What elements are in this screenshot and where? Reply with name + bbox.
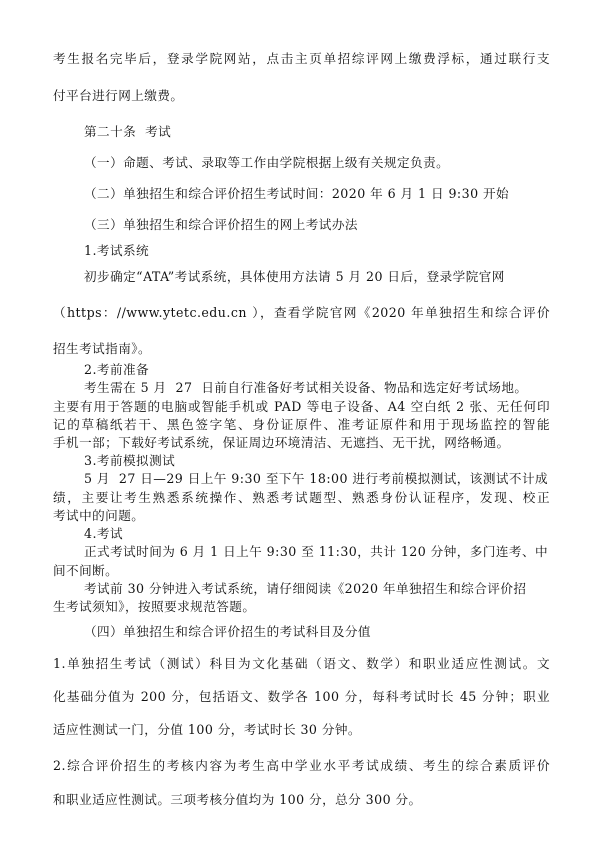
- intro-line: 考生报名完毕后，登录学院网站，点击主页单招综评网上缴费浮标，通过联行支: [53, 51, 550, 66]
- section-title: 3.考前模拟测试: [84, 453, 176, 468]
- section-line: 间不间断。: [53, 563, 119, 578]
- section-title: 2.考前准备: [84, 362, 150, 377]
- article-item: （四）单独招生和综合评价招生的考试科目及分值: [84, 624, 371, 639]
- section-line: 正式考试时间为 6 月 1 日上午 9:30 至 11:30，共计 120 分钟，多门连考、中: [84, 544, 549, 559]
- section-title: 1.考试系统: [84, 243, 150, 258]
- paragraph-line: 2.综合评价招生的考核内容为考生高中学业水平考试成绩、考生的综合素质评价: [53, 758, 550, 773]
- section-line: 生考试须知》，按照要求规范答题。: [53, 599, 256, 614]
- article-item: （一）命题、考试、录取等工作由学院根据上级有关规定负责。: [84, 155, 450, 170]
- section-line: 绩，主要让考生熟悉系统操作、熟悉考试题型、熟悉身份认证程序，发现、校正: [53, 490, 550, 505]
- section-line: 考试中的问题。: [53, 508, 145, 523]
- section-line: 记的草稿纸若干、黑色签字笔、身份证原件、准考证原件和用于现场监控的智能: [53, 417, 550, 432]
- section-line: （https：//www.ytetc.edu.cn ），查看学院官网《2020 年单独招生和综合评价: [53, 305, 550, 320]
- paragraph-line: 1.单独招生考试（测试）科目为文化基础（语文、数学）和职业适应性测试。文: [53, 656, 550, 671]
- section-line: 考试前 30 分钟进入考试系统，请仔细阅读《2020 年单独招生和综合评价招: [84, 581, 527, 596]
- section-line: 5 月 27 日—29 日上午 9:30 至下午 18:00 进行考前模拟测试，该测试不计成: [84, 471, 549, 486]
- section-line: 招生考试指南》。: [53, 341, 152, 356]
- section-line: 手机一部；下载好考试系统，保证周边环境清洁、无遮挡、无干扰，网络畅通。: [53, 435, 510, 450]
- intro-line: 付平台进行网上缴费。: [53, 88, 184, 103]
- article-item: （三）单独招生和综合评价招生的网上考试办法: [84, 217, 358, 232]
- article-heading: 第二十条 考试: [84, 124, 172, 139]
- paragraph-line: 和职业适应性测试。三项考核分值均为 100 分，总分 300 分。: [53, 792, 422, 807]
- paragraph-line: 适应性测试一门，分值 100 分，考试时长 30 分钟。: [53, 722, 361, 737]
- section-line: 初步确定“ATA”考试系统，具体使用方法请 5 月 20 日后，登录学院官网: [84, 269, 505, 284]
- section-line: 主要有用于答题的电脑或智能手机或 PAD 等电子设备、A4 空白纸 2 张、无任何印: [53, 399, 550, 414]
- article-item: （二）单独招生和综合评价招生考试时间：2020 年 6 月 1 日 9:30 开始: [84, 186, 510, 201]
- section-title: 4.考试: [84, 526, 124, 541]
- section-line: 考生需在 5 月 27 日前自行准备好考试相关设备、物品和选定好考试场地。: [84, 380, 528, 395]
- paragraph-line: 化基础分值为 200 分，包括语文、数学各 100 分，每科考试时长 45 分钟；职业: [53, 689, 550, 704]
